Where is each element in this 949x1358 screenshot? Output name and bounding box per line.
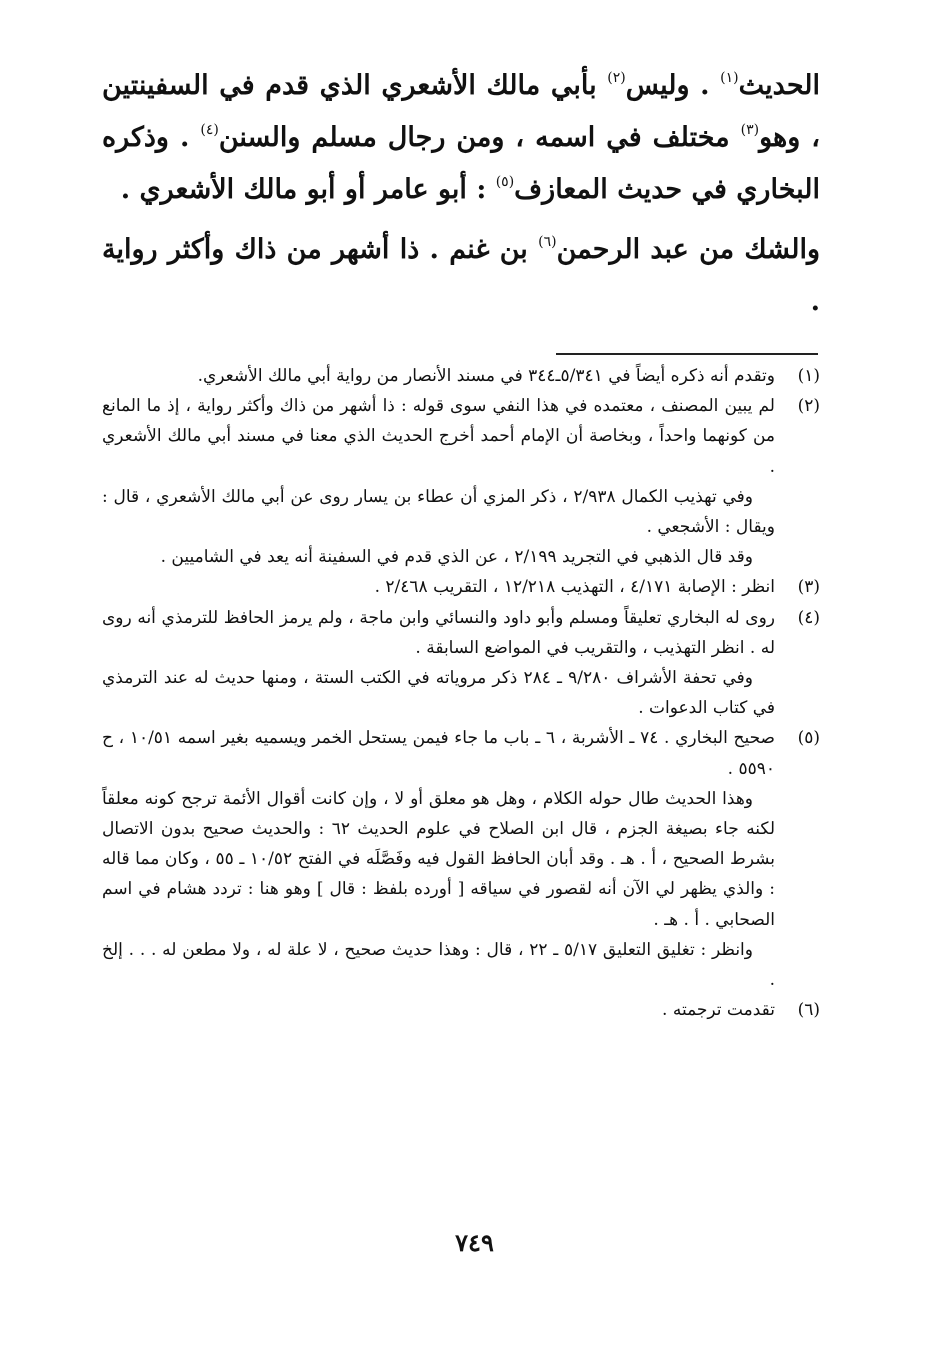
footnote-paragraph: انظر : الإصابة ٤/١٧١ ، التهذيب ١٢/٢١٨ ، التقريب ٢/٤٦٨ . [374, 577, 775, 598]
text-run: : أبو عامر أو أبو مالك الأشعري . [120, 174, 496, 205]
footnote-4 [102, 603, 820, 724]
footnote-separator [556, 353, 818, 355]
footnote-number: (٦) [797, 1000, 820, 1021]
footnote-paragraph: وفي تهذيب الكمال ٢/٩٣٨ ، ذكر المزي أن عطاء بن يسار روى عن أبي مالك الأشعري ، قال : ويقال : الأشجعي . [102, 486, 775, 538]
footnote-body [102, 361, 775, 391]
footnote-number: (٣) [797, 577, 820, 598]
footnote-paragraph: لم يبين المصنف ، معتمده في هذا النفي سوى قوله : ذا أشهر من ذاك وأكثر رواية ، إذ ما المانع من كونهما واحداً ، وبخاصة أن الإمام أحمد أخرج الحديث الذي معنا في مسند أبي مالك الأشعري . [102, 396, 775, 477]
footnote-ref-5[interactable]: (٥) [495, 174, 515, 190]
footnote-body [102, 603, 775, 724]
footnote-ref-1[interactable]: (١) [720, 70, 739, 86]
footnote-paragraph: تقدمت ترجمته . [662, 1000, 775, 1021]
footnote-5 [102, 723, 820, 995]
footnotes [102, 361, 820, 1025]
footnote-body [102, 995, 775, 1025]
footnote-paragraph: وهذا الحديث طال حوله الكلام ، وهل هو معلق أو لا ، وإن كانت أقوال الأئمة ترجح كونه معلقاً لكنه جاء بصيغة الجزم ، قال ابن الصلاح في علوم الحديث ٦٢ : والحديث صحيح بدون الاتصال بشرط الصحيح ، أ . هـ . وقد أبان الحافظ القول فيه وفَصَّلَه في الفتح ١٠/٥٢ ـ ٥٥ ، وكان مما قاله : والذي يظهر لي الآن أنه لقصور في سياقه [ أورده بلفظ : قال ] وهو هنا : تردد هشام في اسم الصحابي . أ . هـ . [102, 788, 776, 930]
main-text [102, 60, 820, 328]
footnote-body [102, 572, 775, 602]
text-run: مختلف في اسمه ، ومن رجال مسلم والسنن [218, 122, 741, 153]
footnote-paragraph: صحيح البخاري . ٧٤ ـ الأشربة ، ٦ ـ باب ما جاء فيمن يستحل الخمر ويسميه بغير اسمه ١٠/٥١ ، ح ٥٥٩٠ . [102, 728, 775, 779]
text-run: . وذكره البخاري في حديث المعازف [102, 122, 820, 205]
footnote-paragraph: روى له البخاري تعليقاً ومسلم وأبو داود والنسائي وابن ماجة ، ولم يرمز الحافظ للترمذي أنه روى له . انظر التهذيب ، والتقريب في المواضع السابقة . [102, 607, 775, 658]
footnote-body [102, 723, 775, 995]
page-number: ٧٤٩ [455, 1228, 494, 1257]
footnote-paragraph: وقد قال الذهبي في التجريد ٢/١٩٩ ، عن الذي قدم في السفينة أنه يعد في الشاميين . [160, 547, 753, 568]
text-run: الحديث [738, 70, 820, 101]
footnote-2 [102, 391, 820, 572]
footnote-3 [102, 572, 820, 602]
main-paragraph-2 [102, 224, 820, 328]
main-paragraph-1 [102, 60, 820, 216]
footnote-paragraph: وفي تحفة الأشراف ٩/٢٨٠ ـ ٢٨٤ ذكر مروياته في الكتب الستة ، ومنها حديث له عند الترمذي في كتاب الدعوات . [102, 668, 775, 719]
footnote-number: (٤) [797, 607, 820, 628]
footnote-6 [102, 995, 820, 1025]
text-run: . وليس [625, 70, 721, 101]
text-run: بأبي مالك الأشعري الذي قدم في السفينتين ، وهو [102, 70, 820, 153]
footnote-ref-2[interactable]: (٢) [607, 70, 626, 86]
footnote-body [102, 391, 775, 572]
footnote-number: (٥) [797, 728, 820, 749]
footnote-ref-3[interactable]: (٣) [740, 122, 760, 138]
footnote-number: (٢) [797, 396, 820, 417]
footnote-ref-4[interactable]: (٤) [200, 122, 219, 138]
text-run: والشك من عبد الرحمن [556, 234, 820, 265]
footnote-ref-6[interactable]: (٦) [538, 234, 557, 250]
text-run: بن غنم . ذا أشهر من ذاك وأكثر رواية . [102, 234, 820, 317]
footnote-number: (١) [797, 366, 820, 386]
footnote-paragraph: وتقدم أنه ذكره أيضاً في ٥/٣٤١ـ٣٤٤ في مسند الأنصار من رواية أبي مالك الأشعري. [197, 366, 775, 386]
footnote-paragraph: وانظر : تغليق التعليق ٥/١٧ ـ ٢٢ ، قال : وهذا حديث صحيح ، لا علة له ، ولا مطعن له . . . إلخ . [102, 939, 775, 991]
footnote-1 [102, 361, 820, 391]
